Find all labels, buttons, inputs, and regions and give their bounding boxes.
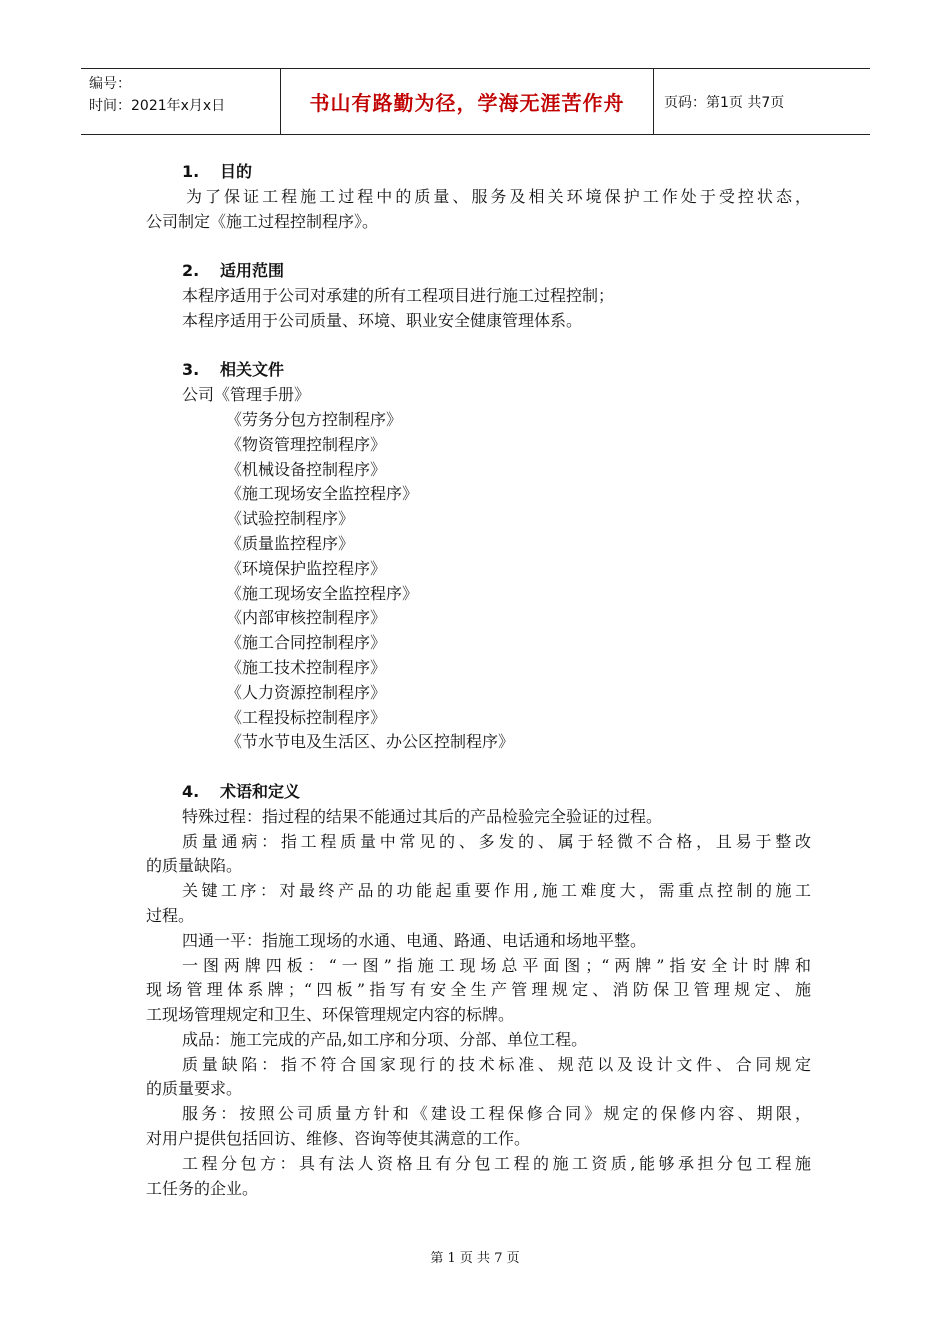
definition-line: 质量通病：指工程质量中常见的、多发的、属于轻微不合格，且易于整改 xyxy=(182,831,811,851)
definition-line: 关键工序：对最终产品的功能起重要作用,施工难度大，需重点控制的施工 xyxy=(182,881,811,901)
header-meta xyxy=(81,69,281,134)
definition-line: 对用户提供包括回访、维修、咨询等使其满意的工作。 xyxy=(146,1129,531,1149)
definition-line: 的质量要求。 xyxy=(146,1079,243,1099)
document-list-item: 《施工合同控制程序》 xyxy=(226,633,387,653)
document-list-item: 《内部审核控制程序》 xyxy=(226,608,387,628)
document-list-item: 《工程投标控制程序》 xyxy=(226,707,387,727)
definition-line: 质量缺陷：指不符合国家现行的技术标准、规范以及设计文件、合同规定 xyxy=(182,1054,811,1074)
document-list-item: 《试验控制程序》 xyxy=(226,509,355,529)
section-heading: 1. 目的 xyxy=(182,162,253,181)
paragraph-line: 公司制定《施工过程控制程序》。 xyxy=(146,211,379,231)
definition-line: 过程。 xyxy=(146,905,195,925)
document-list-item: 《人力资源控制程序》 xyxy=(226,682,387,702)
document-list-item: 《质量监控程序》 xyxy=(226,533,355,553)
definition-line: 四通一平：指施工现场的水通、电通、路通、电话通和场地平整。 xyxy=(182,930,647,950)
paragraph-line: 本程序适用于公司质量、环境、职业安全健康管理体系。 xyxy=(182,310,583,330)
manual-reference: 公司《管理手册》 xyxy=(182,385,311,405)
header-motto: 书山有路勤为径，学海无涯苦作舟 xyxy=(309,91,625,115)
definition-line: 工任务的企业。 xyxy=(146,1178,259,1198)
definition-line: 工现场管理规定和卫生、环保管理规定内容的标牌。 xyxy=(146,1005,515,1025)
header-page-info: 页码：第1页 共7页 xyxy=(664,94,785,111)
section-heading: 4. 术语和定义 xyxy=(182,781,301,801)
definition-line: 的质量缺陷。 xyxy=(146,856,243,876)
document-list-item: 《机械设备控制程序》 xyxy=(226,459,387,479)
document-list-item: 《物资管理控制程序》 xyxy=(226,434,387,454)
paragraph-line: 本程序适用于公司对承建的所有工程项目进行施工过程控制； xyxy=(182,285,615,305)
document-date: 时间：2021年x月x日 xyxy=(89,98,226,114)
document-list-item: 《劳务分包方控制程序》 xyxy=(226,409,403,429)
document-list-item: 《环境保护监控程序》 xyxy=(226,558,387,578)
header-motto-cell xyxy=(281,69,654,134)
section-heading: 3. 相关文件 xyxy=(182,360,285,380)
definition-line: 服务：按照公司质量方针和《建设工程保修合同》规定的保修内容、期限， xyxy=(182,1104,811,1124)
document-body xyxy=(146,160,811,1201)
document-list-item: 《施工现场安全监控程序》 xyxy=(226,583,419,603)
definition-line: 成品：施工完成的产品,如工序和分项、分部、单位工程。 xyxy=(182,1029,588,1049)
definition-line: 一图两牌四板：“一图”指施工现场总平面图；“两牌”指安全计时牌和 xyxy=(182,955,811,975)
document-list-item: 《节水节电及生活区、办公区控制程序》 xyxy=(226,732,515,752)
definition-line: 工程分包方：具有法人资格且有分包工程的施工资质,能够承担分包工程施 xyxy=(182,1153,811,1173)
page-footer: 第 1 页 共 7 页 xyxy=(430,1251,520,1266)
paragraph-line: 为了保证工程施工过程中的质量、服务及相关环境保护工作处于受控状态， xyxy=(186,186,811,206)
document-list-item: 《施工现场安全监控程序》 xyxy=(226,484,419,504)
document-number-label: 编号： xyxy=(89,76,131,92)
section-heading: 2. 适用范围 xyxy=(182,261,285,281)
document-list-item: 《施工技术控制程序》 xyxy=(226,657,387,677)
page-header xyxy=(81,68,870,135)
definition-line: 现场管理体系牌；“四板”指写有安全生产管理规定、消防保卫管理规定、施 xyxy=(146,980,811,1000)
definition-line: 特殊过程：指过程的结果不能通过其后的产品检验完全验证的过程。 xyxy=(182,806,663,826)
